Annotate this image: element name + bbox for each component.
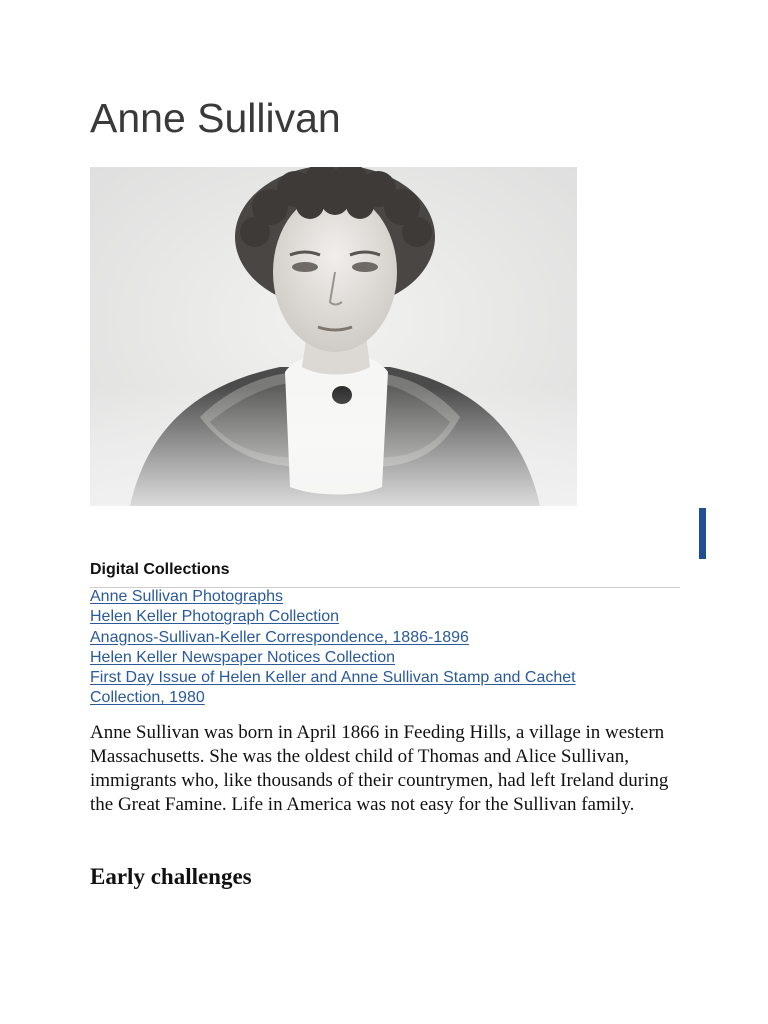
- link-helen-keller-newspaper-notices[interactable]: Helen Keller Newspaper Notices Collection: [90, 648, 396, 666]
- page-title: Anne Sullivan: [90, 95, 341, 141]
- portrait-photo: [90, 167, 577, 506]
- list-item: [90, 628, 650, 648]
- digital-collections-heading: Digital Collections: [90, 560, 680, 588]
- intro-paragraph: Anne Sullivan was born in April 1866 in Feeding Hills, a village in western Massachusetts. She was the oldest child of Thomas and Alice Sullivan, immigrants who, like thousands of their countrymen, had left Ireland during the Great Famine. Life in America was not easy for the Sullivan family.: [90, 722, 669, 815]
- section-heading-early-challenges: Early challenges: [90, 864, 252, 889]
- link-helen-keller-photograph-collection[interactable]: Helen Keller Photograph Collection: [90, 608, 340, 626]
- link-anagnos-sullivan-keller-correspondence[interactable]: Anagnos-Sullivan-Keller Correspondence, 1886-1896: [90, 628, 469, 646]
- side-marker: [699, 508, 706, 559]
- list-item: [90, 648, 650, 668]
- link-anne-sullivan-photographs[interactable]: Anne Sullivan Photographs: [90, 588, 284, 605]
- list-item: [90, 587, 650, 607]
- list-item: [90, 607, 650, 627]
- digital-collections-list: [90, 587, 650, 709]
- link-first-day-issue-stamp-collection[interactable]: First Day Issue of Helen Keller and Anne Sullivan Stamp and Cachet Collection, 1980: [90, 669, 576, 707]
- list-item: [90, 668, 650, 709]
